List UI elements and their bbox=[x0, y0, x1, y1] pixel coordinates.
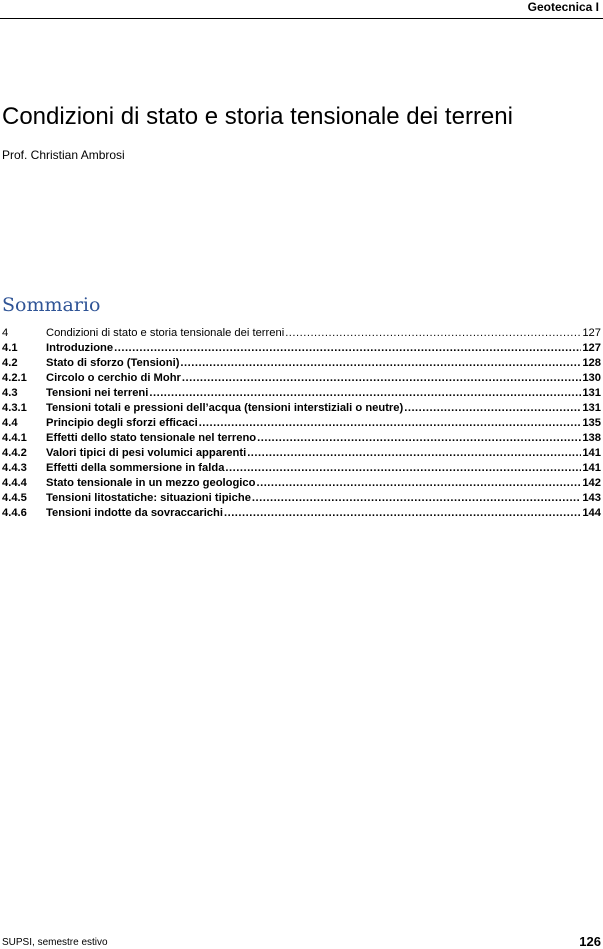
toc-dot-leader bbox=[199, 416, 582, 431]
toc-entry-title: Principio degli sforzi efficaci bbox=[46, 417, 198, 429]
document-title: Condizioni di stato e storia tensionale dei terreni bbox=[2, 103, 513, 130]
toc-entry-page: 130 bbox=[582, 372, 601, 384]
toc-entry[interactable] bbox=[2, 416, 601, 431]
toc-entry[interactable] bbox=[2, 506, 601, 521]
toc-entry-number: 4.4.4 bbox=[2, 477, 27, 489]
toc-entry-page: 127 bbox=[582, 342, 601, 354]
table-of-contents bbox=[2, 326, 601, 521]
header-rule bbox=[0, 18, 603, 19]
toc-dot-leader bbox=[182, 371, 581, 386]
header-course-title: Geotecnica I bbox=[527, 0, 599, 14]
footer-institution: SUPSI, semestre estivo bbox=[2, 937, 108, 948]
toc-entry-number: 4.2 bbox=[2, 357, 18, 369]
toc-entry[interactable] bbox=[2, 371, 601, 386]
toc-entry-title: Circolo o cerchio di Mohr bbox=[46, 372, 181, 384]
toc-entry-number: 4.1 bbox=[2, 342, 18, 354]
toc-dot-leader bbox=[256, 476, 581, 491]
toc-entry-title: Tensioni totali e pressioni dell’acqua (tensioni interstiziali o neutre) bbox=[46, 402, 404, 414]
toc-entry-title: Introduzione bbox=[46, 342, 114, 354]
footer-page-number: 126 bbox=[579, 934, 601, 949]
toc-entry[interactable] bbox=[2, 326, 601, 341]
toc-entry-page: 131 bbox=[582, 402, 601, 414]
toc-entry-page: 142 bbox=[582, 477, 601, 489]
toc-entry-title: Condizioni di stato e storia tensionale dei terreni bbox=[46, 327, 285, 339]
toc-entry-page: 138 bbox=[582, 432, 601, 444]
toc-entry[interactable] bbox=[2, 386, 601, 401]
toc-dot-leader bbox=[114, 341, 581, 356]
toc-entry-number: 4.4 bbox=[2, 417, 18, 429]
toc-entry[interactable] bbox=[2, 476, 601, 491]
toc-entry[interactable] bbox=[2, 401, 601, 416]
toc-entry-number: 4.4.5 bbox=[2, 492, 27, 504]
toc-entry-page: 128 bbox=[582, 357, 601, 369]
toc-entry-number: 4.3 bbox=[2, 387, 18, 399]
toc-dot-leader bbox=[252, 491, 581, 506]
toc-dot-leader bbox=[285, 326, 581, 341]
toc-entry-number: 4.4.1 bbox=[2, 432, 27, 444]
toc-entry-title: Effetti dello stato tensionale nel terreno bbox=[46, 432, 257, 444]
toc-entry-number: 4.2.1 bbox=[2, 372, 27, 384]
toc-entry[interactable] bbox=[2, 461, 601, 476]
toc-entry-number: 4.4.3 bbox=[2, 462, 27, 474]
toc-entry-number: 4.3.1 bbox=[2, 402, 27, 414]
toc-entry-title: Tensioni litostatiche: situazioni tipiche bbox=[46, 492, 251, 504]
toc-entry-page: 127 bbox=[582, 327, 601, 339]
toc-entry-number: 4.4.2 bbox=[2, 447, 27, 459]
toc-entry[interactable] bbox=[2, 491, 601, 506]
toc-heading: Sommario bbox=[2, 294, 101, 316]
toc-dot-leader bbox=[404, 401, 581, 416]
toc-entry[interactable] bbox=[2, 431, 601, 446]
toc-entry-page: 141 bbox=[582, 447, 601, 459]
toc-entry-title: Stato di sforzo (Tensioni) bbox=[46, 357, 180, 369]
toc-entry-title: Valori tipici di pesi volumici apparenti bbox=[46, 447, 247, 459]
toc-dot-leader bbox=[225, 461, 581, 476]
toc-entry[interactable] bbox=[2, 341, 601, 356]
toc-entry-page: 144 bbox=[582, 507, 601, 519]
toc-dot-leader bbox=[257, 431, 581, 446]
toc-entry-page: 135 bbox=[582, 417, 601, 429]
document-author: Prof. Christian Ambrosi bbox=[2, 148, 125, 162]
toc-dot-leader bbox=[247, 446, 581, 461]
toc-entry[interactable] bbox=[2, 446, 601, 461]
toc-entry-page: 131 bbox=[582, 387, 601, 399]
toc-entry-title: Effetti della sommersione in falda bbox=[46, 462, 225, 474]
toc-dot-leader bbox=[224, 506, 581, 521]
toc-entry-number: 4.4.6 bbox=[2, 507, 27, 519]
toc-entry-title: Tensioni indotte da sovraccarichi bbox=[46, 507, 223, 519]
toc-dot-leader bbox=[149, 386, 581, 401]
toc-dot-leader bbox=[180, 356, 581, 371]
toc-entry-title: Tensioni nei terreni bbox=[46, 387, 149, 399]
toc-entry-page: 143 bbox=[582, 492, 601, 504]
toc-entry-number: 4 bbox=[2, 327, 9, 339]
toc-entry-title: Stato tensionale in un mezzo geologico bbox=[46, 477, 256, 489]
toc-entry[interactable] bbox=[2, 356, 601, 371]
toc-entry-page: 141 bbox=[582, 462, 601, 474]
